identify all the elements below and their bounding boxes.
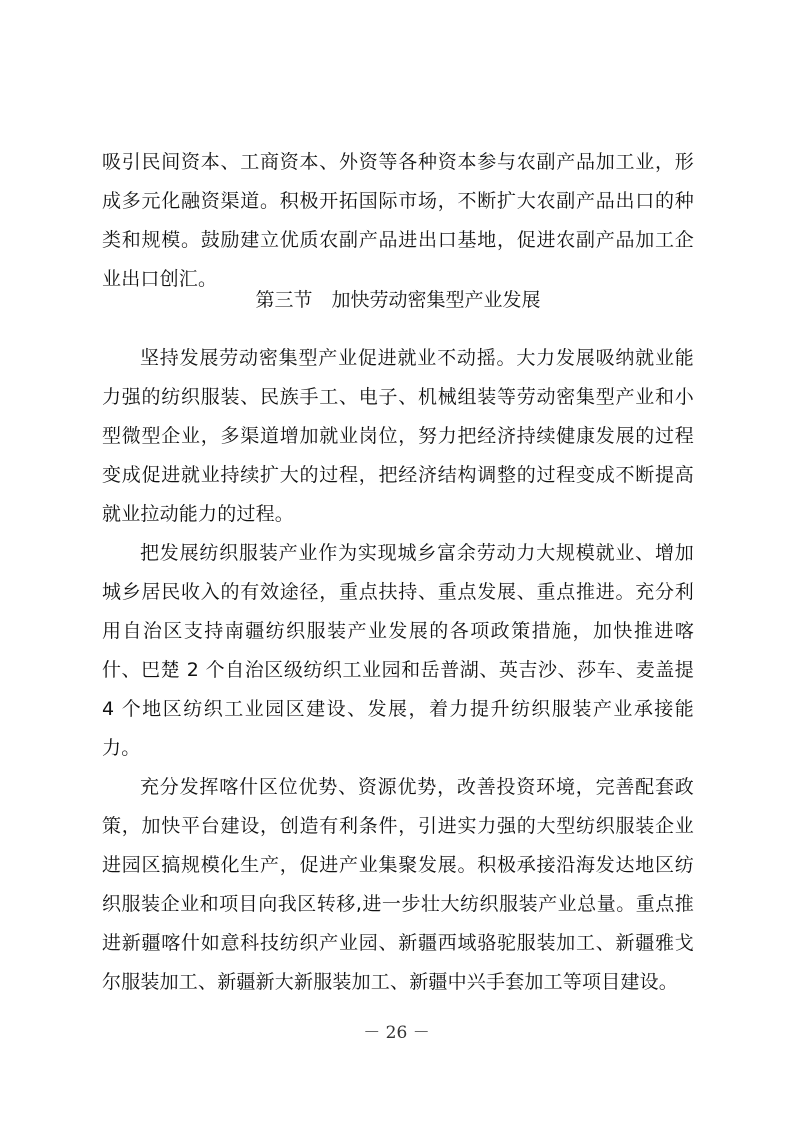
paragraph-3: 充分发挥喀什区位优势、资源优势，改善投资环境，完善配套政策，加快平台建设，创造有利条件，引进实力强的大型纺织服装企业进园区搞规模化生产，促进产业集聚发展。积极承接沿海发达地区纺织服装企业和项目向我区转移,进一步壮大纺织服装产业总量。重点推进新疆喀什如意科技纺织产业园、新疆西域骆驼服装加工、新疆雅戈尔服装加工、新疆新大新服装加工、新疆中兴手套加工等项目建设。 (102, 776, 694, 993)
main-text-block (102, 339, 694, 1002)
intro-text-block (102, 143, 694, 299)
page-number: － 26 － (363, 1023, 430, 1043)
section-heading: 第三节 加快劳动密集型产业发展 (255, 289, 541, 311)
paragraph-continuation: 吸引民间资本、工商资本、外资等各种资本参与农副产品加工业，形成多元化融资渠道。积极开拓国际市场，不断扩大农副产品出口的种类和规模。鼓励建立优质农副产品进出口基地，促进农副产品加工企业出口创汇。 (102, 151, 694, 290)
paragraph-1: 坚持发展劳动密集型产业促进就业不动摇。大力发展吸纳就业能力强的纺织服装、民族手工、电子、机械组装等劳动密集型产业和小型微型企业，多渠道增加就业岗位，努力把经济持续健康发展的过程变成促进就业持续扩大的过程，把经济结构调整的过程变成不断提高就业拉动能力的过程。 (102, 347, 694, 525)
paragraph-2: 把发展纺织服装产业作为实现城乡富余劳动力大规模就业、增加城乡居民收入的有效途径，重点扶持、重点发展、重点推进。充分利用自治区支持南疆纺织服装产业发展的各项政策措施，加快推进喀什、巴楚 2 个自治区级纺织工业园和岳普湖、英吉沙、莎车、麦盖提 4 个地区纺织工业园区建设、发展，着力提升纺织服装产业承接能力。 (102, 542, 694, 759)
